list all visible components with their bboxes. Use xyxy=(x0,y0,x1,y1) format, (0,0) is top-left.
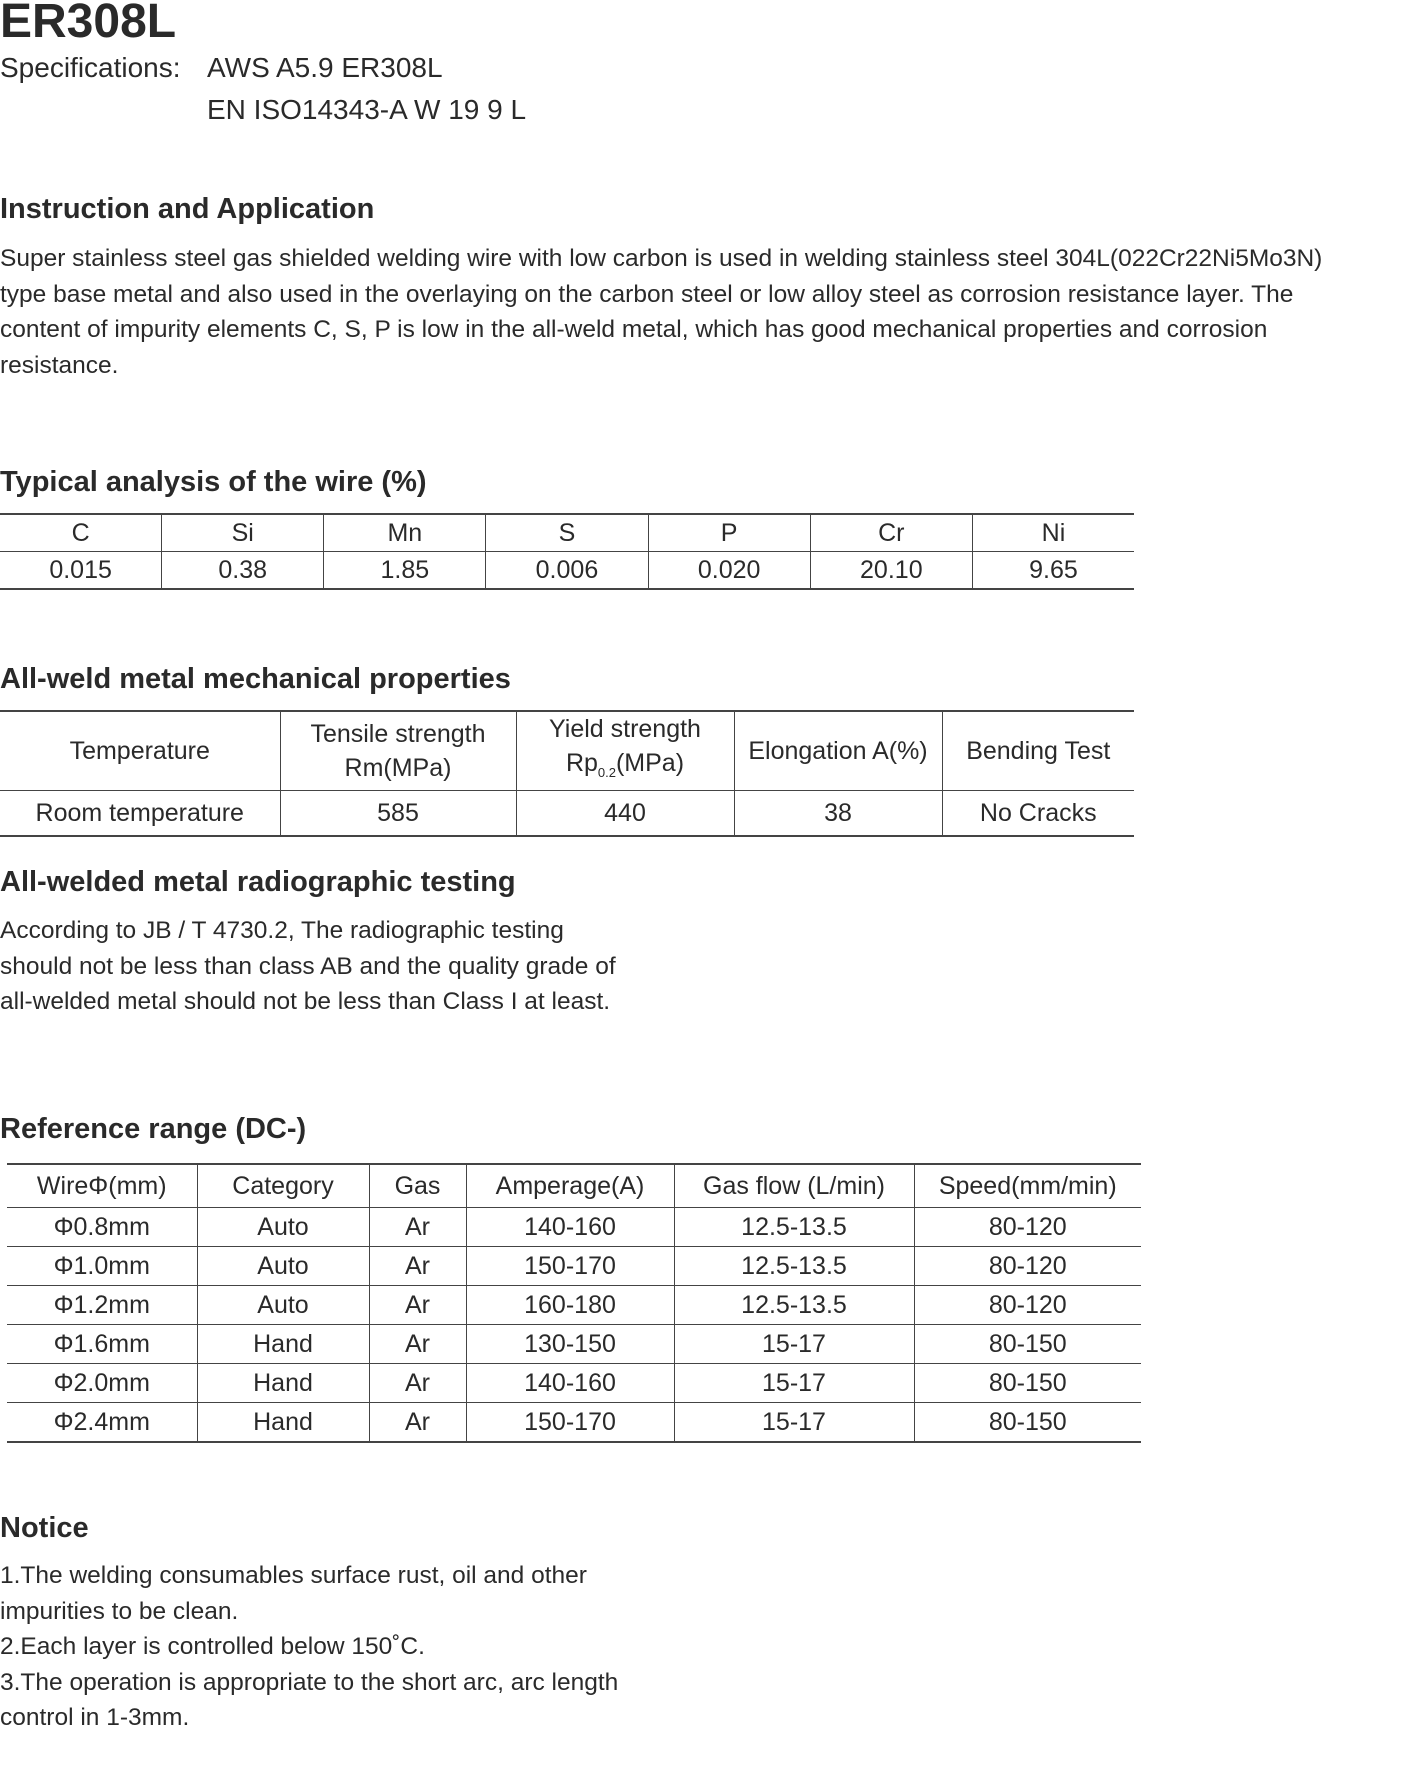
header-subscript: 0.2 xyxy=(597,765,616,780)
header-line: Tensile strength xyxy=(310,720,486,748)
table-cell: 0.015 xyxy=(49,555,112,584)
table-cell: Φ2.0mm xyxy=(7,1364,197,1403)
table-header-cell: Si xyxy=(162,514,324,552)
table-header-cell: Speed(mm/min) xyxy=(914,1164,1141,1208)
table-header-cell: Temperature xyxy=(0,711,280,791)
table-cell: 80-150 xyxy=(914,1364,1141,1403)
header-text: (MPa) xyxy=(615,749,685,777)
table-cell: 1.85 xyxy=(324,552,486,590)
table-header-cell: Mn xyxy=(324,514,486,552)
table-cell: 130-150 xyxy=(466,1325,674,1364)
table-row xyxy=(0,791,1134,837)
table-row xyxy=(7,1286,1141,1325)
table-header-row xyxy=(0,711,1134,791)
table-header-cell: P xyxy=(648,514,810,552)
table-cell: 38 xyxy=(734,791,942,837)
table-header-cell: C xyxy=(0,514,162,552)
notice-line: 2.Each layer is controlled below 150˚C. xyxy=(0,1633,425,1660)
mechanical-table xyxy=(0,710,1134,837)
table-header-row xyxy=(7,1164,1141,1208)
table-cell: 9.65 xyxy=(972,552,1134,590)
table-cell: 15-17 xyxy=(674,1325,914,1364)
table-cell: 140-160 xyxy=(466,1364,674,1403)
table-cell: Φ1.0mm xyxy=(7,1247,197,1286)
table-cell: No Cracks xyxy=(942,791,1134,837)
table-cell: 150-170 xyxy=(466,1247,674,1286)
table-cell: Φ0.8mm xyxy=(7,1208,197,1247)
notice-list xyxy=(0,1558,800,1736)
table-cell: 440 xyxy=(516,791,734,837)
table-row xyxy=(7,1208,1141,1247)
table-cell: 80-150 xyxy=(914,1403,1141,1443)
table-cell: Ar xyxy=(369,1403,466,1443)
paragraph-line: resistance. xyxy=(0,351,119,379)
radiographic-heading: All-welded metal radiographic testing xyxy=(0,866,516,898)
table-cell: 585 xyxy=(280,791,516,837)
paragraph-line: all-welded metal should not be less than Class I at least. xyxy=(0,988,611,1015)
notice-line: 1.The welding consumables surface rust, oil and other xyxy=(0,1562,587,1589)
paragraph-line: type base metal and also used in the overlaying on the carbon steel or low alloy steel as corrosion resistance layer. The xyxy=(0,280,1294,308)
table-cell: 140-160 xyxy=(466,1208,674,1247)
notice-heading: Notice xyxy=(0,1512,89,1544)
table-row xyxy=(7,1325,1141,1364)
table-cell: Φ1.2mm xyxy=(7,1286,197,1325)
paragraph-line: Super stainless steel gas shielded welding wire with low carbon is used in welding stainless steel 304L(022Cr22Ni5Mo3N) xyxy=(0,245,1323,272)
table-cell: 80-120 xyxy=(914,1208,1141,1247)
specification-item: AWS A5.9 ER308L xyxy=(207,52,443,83)
table-cell: 80-120 xyxy=(914,1286,1141,1325)
table-row xyxy=(0,552,1134,590)
table-cell: Hand xyxy=(197,1403,369,1443)
table-cell: Ar xyxy=(369,1286,466,1325)
table-cell: Auto xyxy=(197,1286,369,1325)
table-cell: Hand xyxy=(197,1325,369,1364)
header-line: Rm(MPa) xyxy=(344,754,452,782)
paragraph-line: According to JB / T 4730.2, The radiographic testing xyxy=(0,917,564,944)
analysis-heading: Typical analysis of the wire (%) xyxy=(0,466,427,498)
table-row xyxy=(7,1247,1141,1286)
product-title: ER308L xyxy=(0,0,177,48)
paragraph-line: should not be less than class AB and the quality grade of xyxy=(0,952,616,980)
instruction-paragraph xyxy=(0,241,1421,383)
table-cell: Ar xyxy=(369,1325,466,1364)
table-header-cell: Ni xyxy=(972,514,1134,552)
table-row xyxy=(7,1403,1141,1443)
table-cell: Φ1.6mm xyxy=(7,1325,197,1364)
header-text: Rp xyxy=(565,749,598,777)
table-cell: Φ2.4mm xyxy=(53,1407,150,1436)
table-header-cell: Amperage(A) xyxy=(466,1164,674,1208)
table-header-cell xyxy=(280,711,516,791)
table-header-cell: Category xyxy=(197,1164,369,1208)
reference-table xyxy=(7,1163,1141,1443)
radiographic-paragraph xyxy=(0,913,800,1020)
notice-line: impurities to be clean. xyxy=(0,1597,239,1625)
table-header-cell: Bending Test xyxy=(942,711,1134,791)
table-cell: Hand xyxy=(197,1364,369,1403)
analysis-table xyxy=(0,513,1134,590)
header-line xyxy=(517,746,734,790)
table-cell: Auto xyxy=(197,1208,369,1247)
notice-line: control in 1-3mm. xyxy=(0,1704,190,1731)
table-cell: Ar xyxy=(369,1208,466,1247)
specification-item: EN ISO14343-A W 19 9 L xyxy=(207,94,527,125)
table-cell: 12.5-13.5 xyxy=(674,1208,914,1247)
paragraph-line: content of impurity elements C, S, P is low in the all-weld metal, which has good mechanical properties and corrosion xyxy=(0,316,1268,343)
table-cell: Room temperature xyxy=(35,799,244,827)
table-cell: Auto xyxy=(197,1247,369,1286)
table-cell: 150-170 xyxy=(466,1403,674,1443)
table-cell: 12.5-13.5 xyxy=(674,1286,914,1325)
table-cell: 80-120 xyxy=(914,1247,1141,1286)
table-header-row xyxy=(0,514,1134,552)
table-cell: 12.5-13.5 xyxy=(674,1247,914,1286)
table-cell: 80-150 xyxy=(914,1325,1141,1364)
table-cell: 15-17 xyxy=(674,1364,914,1403)
mechanical-heading: All-weld metal mechanical properties xyxy=(0,663,511,695)
table-header-cell: S xyxy=(486,514,648,552)
reference-heading: Reference range (DC-) xyxy=(0,1113,307,1145)
table-cell: Ar xyxy=(369,1364,466,1403)
table-header-cell: Cr xyxy=(810,514,972,552)
table-row xyxy=(7,1364,1141,1403)
specifications-label: Specifications: xyxy=(0,52,181,83)
table-header-cell: WireΦ(mm) xyxy=(7,1164,197,1208)
table-cell: 15-17 xyxy=(674,1403,914,1443)
table-header-cell: Gas flow (L/min) xyxy=(674,1164,914,1208)
table-header-cell: Gas xyxy=(369,1164,466,1208)
table-header-cell xyxy=(516,711,734,791)
table-cell: 0.020 xyxy=(648,552,810,590)
instruction-heading: Instruction and Application xyxy=(0,193,375,225)
table-cell: Ar xyxy=(369,1247,466,1286)
table-cell: 0.006 xyxy=(486,552,648,590)
table-cell: 160-180 xyxy=(466,1286,674,1325)
header-line: Yield strength xyxy=(549,715,701,743)
table-cell: 0.38 xyxy=(162,552,324,590)
notice-line: 3.The operation is appropriate to the short arc, arc length xyxy=(0,1668,619,1696)
table-header-cell: Elongation A(%) xyxy=(734,711,942,791)
table-cell: 20.10 xyxy=(810,552,972,590)
